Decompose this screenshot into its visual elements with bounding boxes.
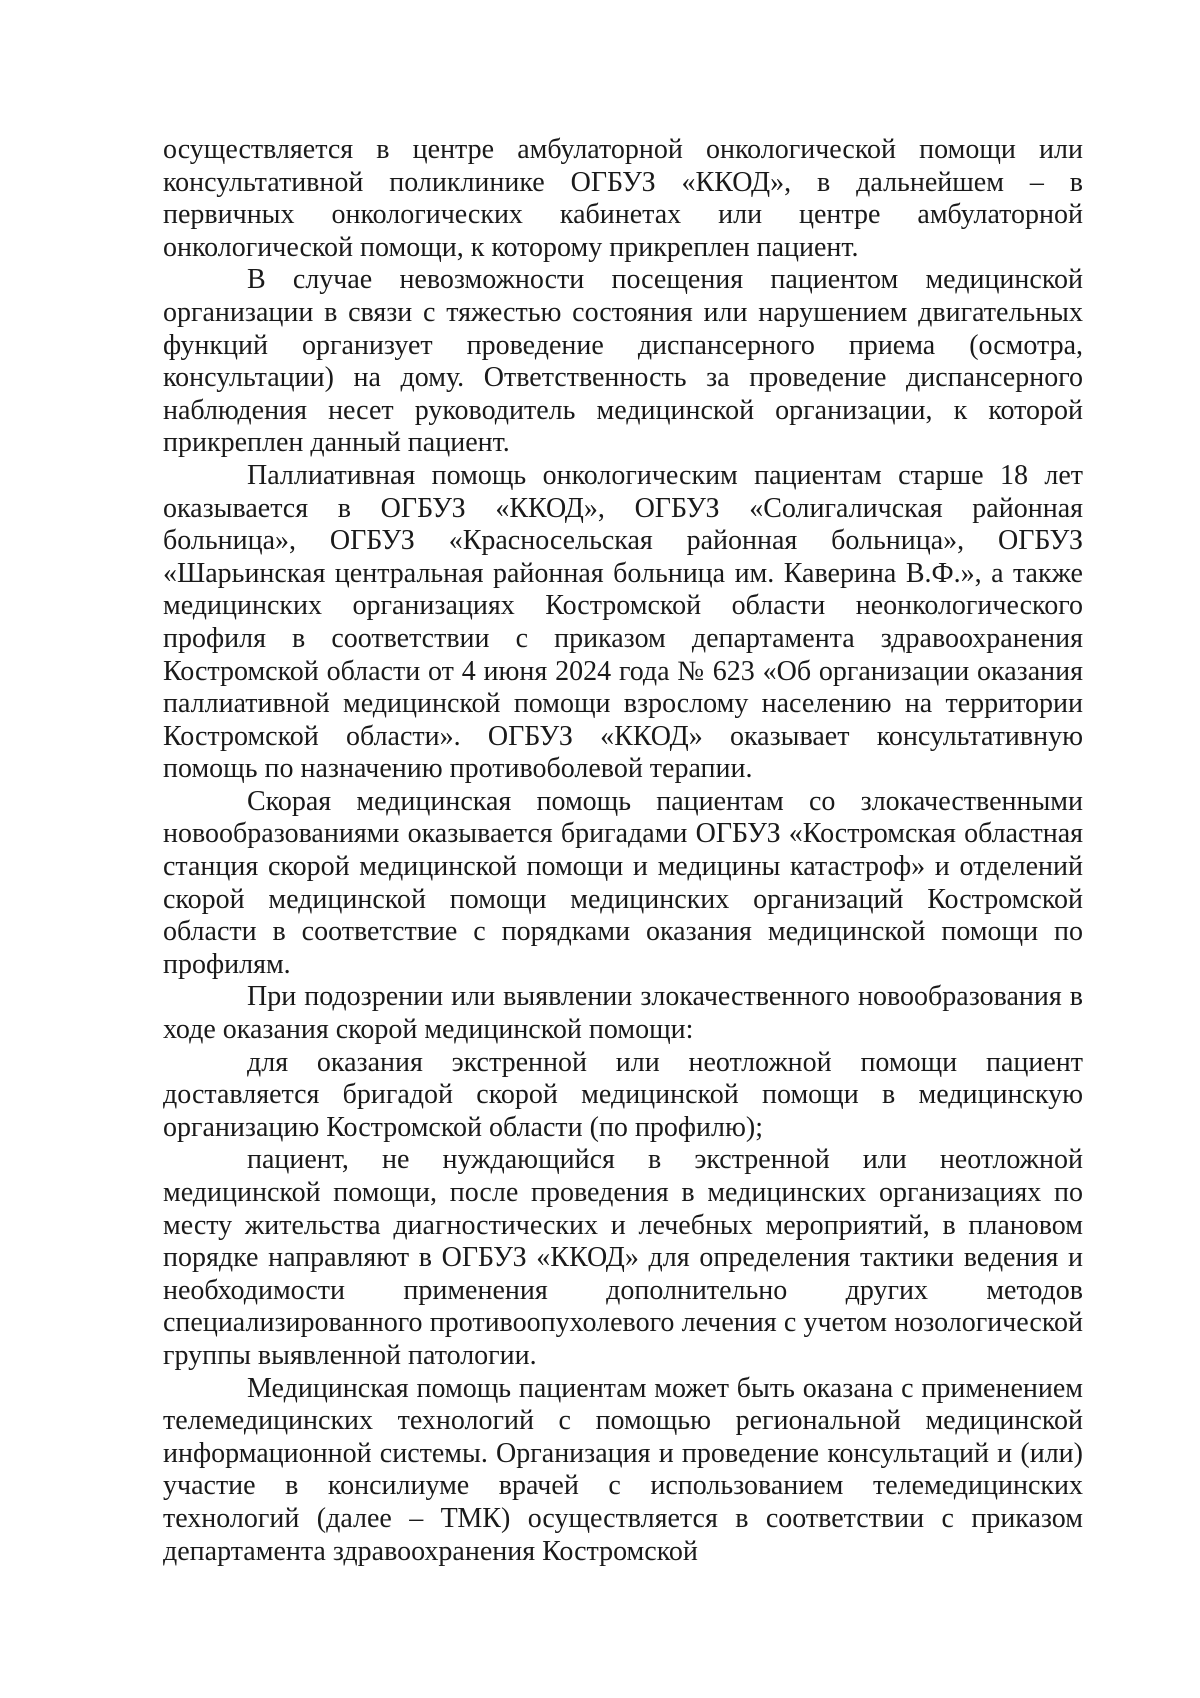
paragraph-palliative-care: Паллиативная помощь онкологическим пациентам старше 18 лет оказывается в ОГБУЗ «ККОД», ОГБУЗ «Солигаличская районная больница», ОГБУЗ «Красносельская районная больница», ОГБУЗ «Шарьинская центральная районная больница им. Каверина В.Ф.», а также медицинских организациях Костромской области неонкологического профиля в соответствии с приказом департамента здравоохранения Костромской области от 4 июня 2024 года № 623 «Об организации оказания паллиативной медицинской помощи взрослому населению на территории Костромской области». ОГБУЗ «ККОД» оказывает консультативную помощь по назначению противоболевой терапии. (163, 459, 1083, 785)
paragraph-suspicion-intro: При подозрении или выявлении злокачественного новообразования в ходе оказания скорой медицинской помощи: (163, 981, 1083, 1046)
paragraph-emergency-care: Скорая медицинская помощь пациентам со злокачественными новообразованиями оказывается бригадами ОГБУЗ «Костромская областная станция скорой медицинской помощи и медицины катастроф» и отделений скорой медицинской помощи медицинских организаций Костромской области в соответствие с порядками оказания медицинской помощи по профилям. (163, 785, 1083, 980)
paragraph-planned-referral: пациент, не нуждающийся в экстренной или неотложной медицинской помощи, после проведения в медицинских организациях по месту жительства диагностических и лечебных мероприятий, в плановом порядке направляют в ОГБУЗ «ККОД» для определения тактики ведения и необходимости применения дополнительно других методов специализированного противоопухолевого лечения с учетом нозологической группы выявленной патологии. (163, 1144, 1083, 1371)
paragraph-continuation: осуществляется в центре амбулаторной онкологической помощи или консультативной поликлинике ОГБУЗ «ККОД», в дальнейшем – в первичных онкологических кабинетах или центре амбулаторной онкологической помощи, к которому прикреплен пациент. (163, 134, 1083, 263)
paragraph-home-visit: В случае невозможности посещения пациентом медицинской организации в связи с тяжестью состояния или нарушением двигательных функций организует проведение диспансерного приема (осмотра, консультации) на дому. Ответственность за проведение диспансерного наблюдения несет руководитель медицинской организации, к которой прикреплен данный пациент. (163, 264, 1083, 459)
document-body (163, 134, 1083, 1568)
paragraph-urgent-delivery: для оказания экстренной или неотложной помощи пациент доставляется бригадой скорой медицинской помощи в медицинскую организацию Костромской области (по профилю); (163, 1046, 1083, 1143)
paragraph-telemedicine: Медицинская помощь пациентам может быть оказана с применением телемедицинских технологий с помощью региональной медицинской информационной системы. Организация и проведение консультаций и (или) участие в консилиуме врачей с использованием телемедицинских технологий (далее – ТМК) осуществляется в соответствии с приказом департамента здравоохранения Костромской (163, 1372, 1083, 1567)
